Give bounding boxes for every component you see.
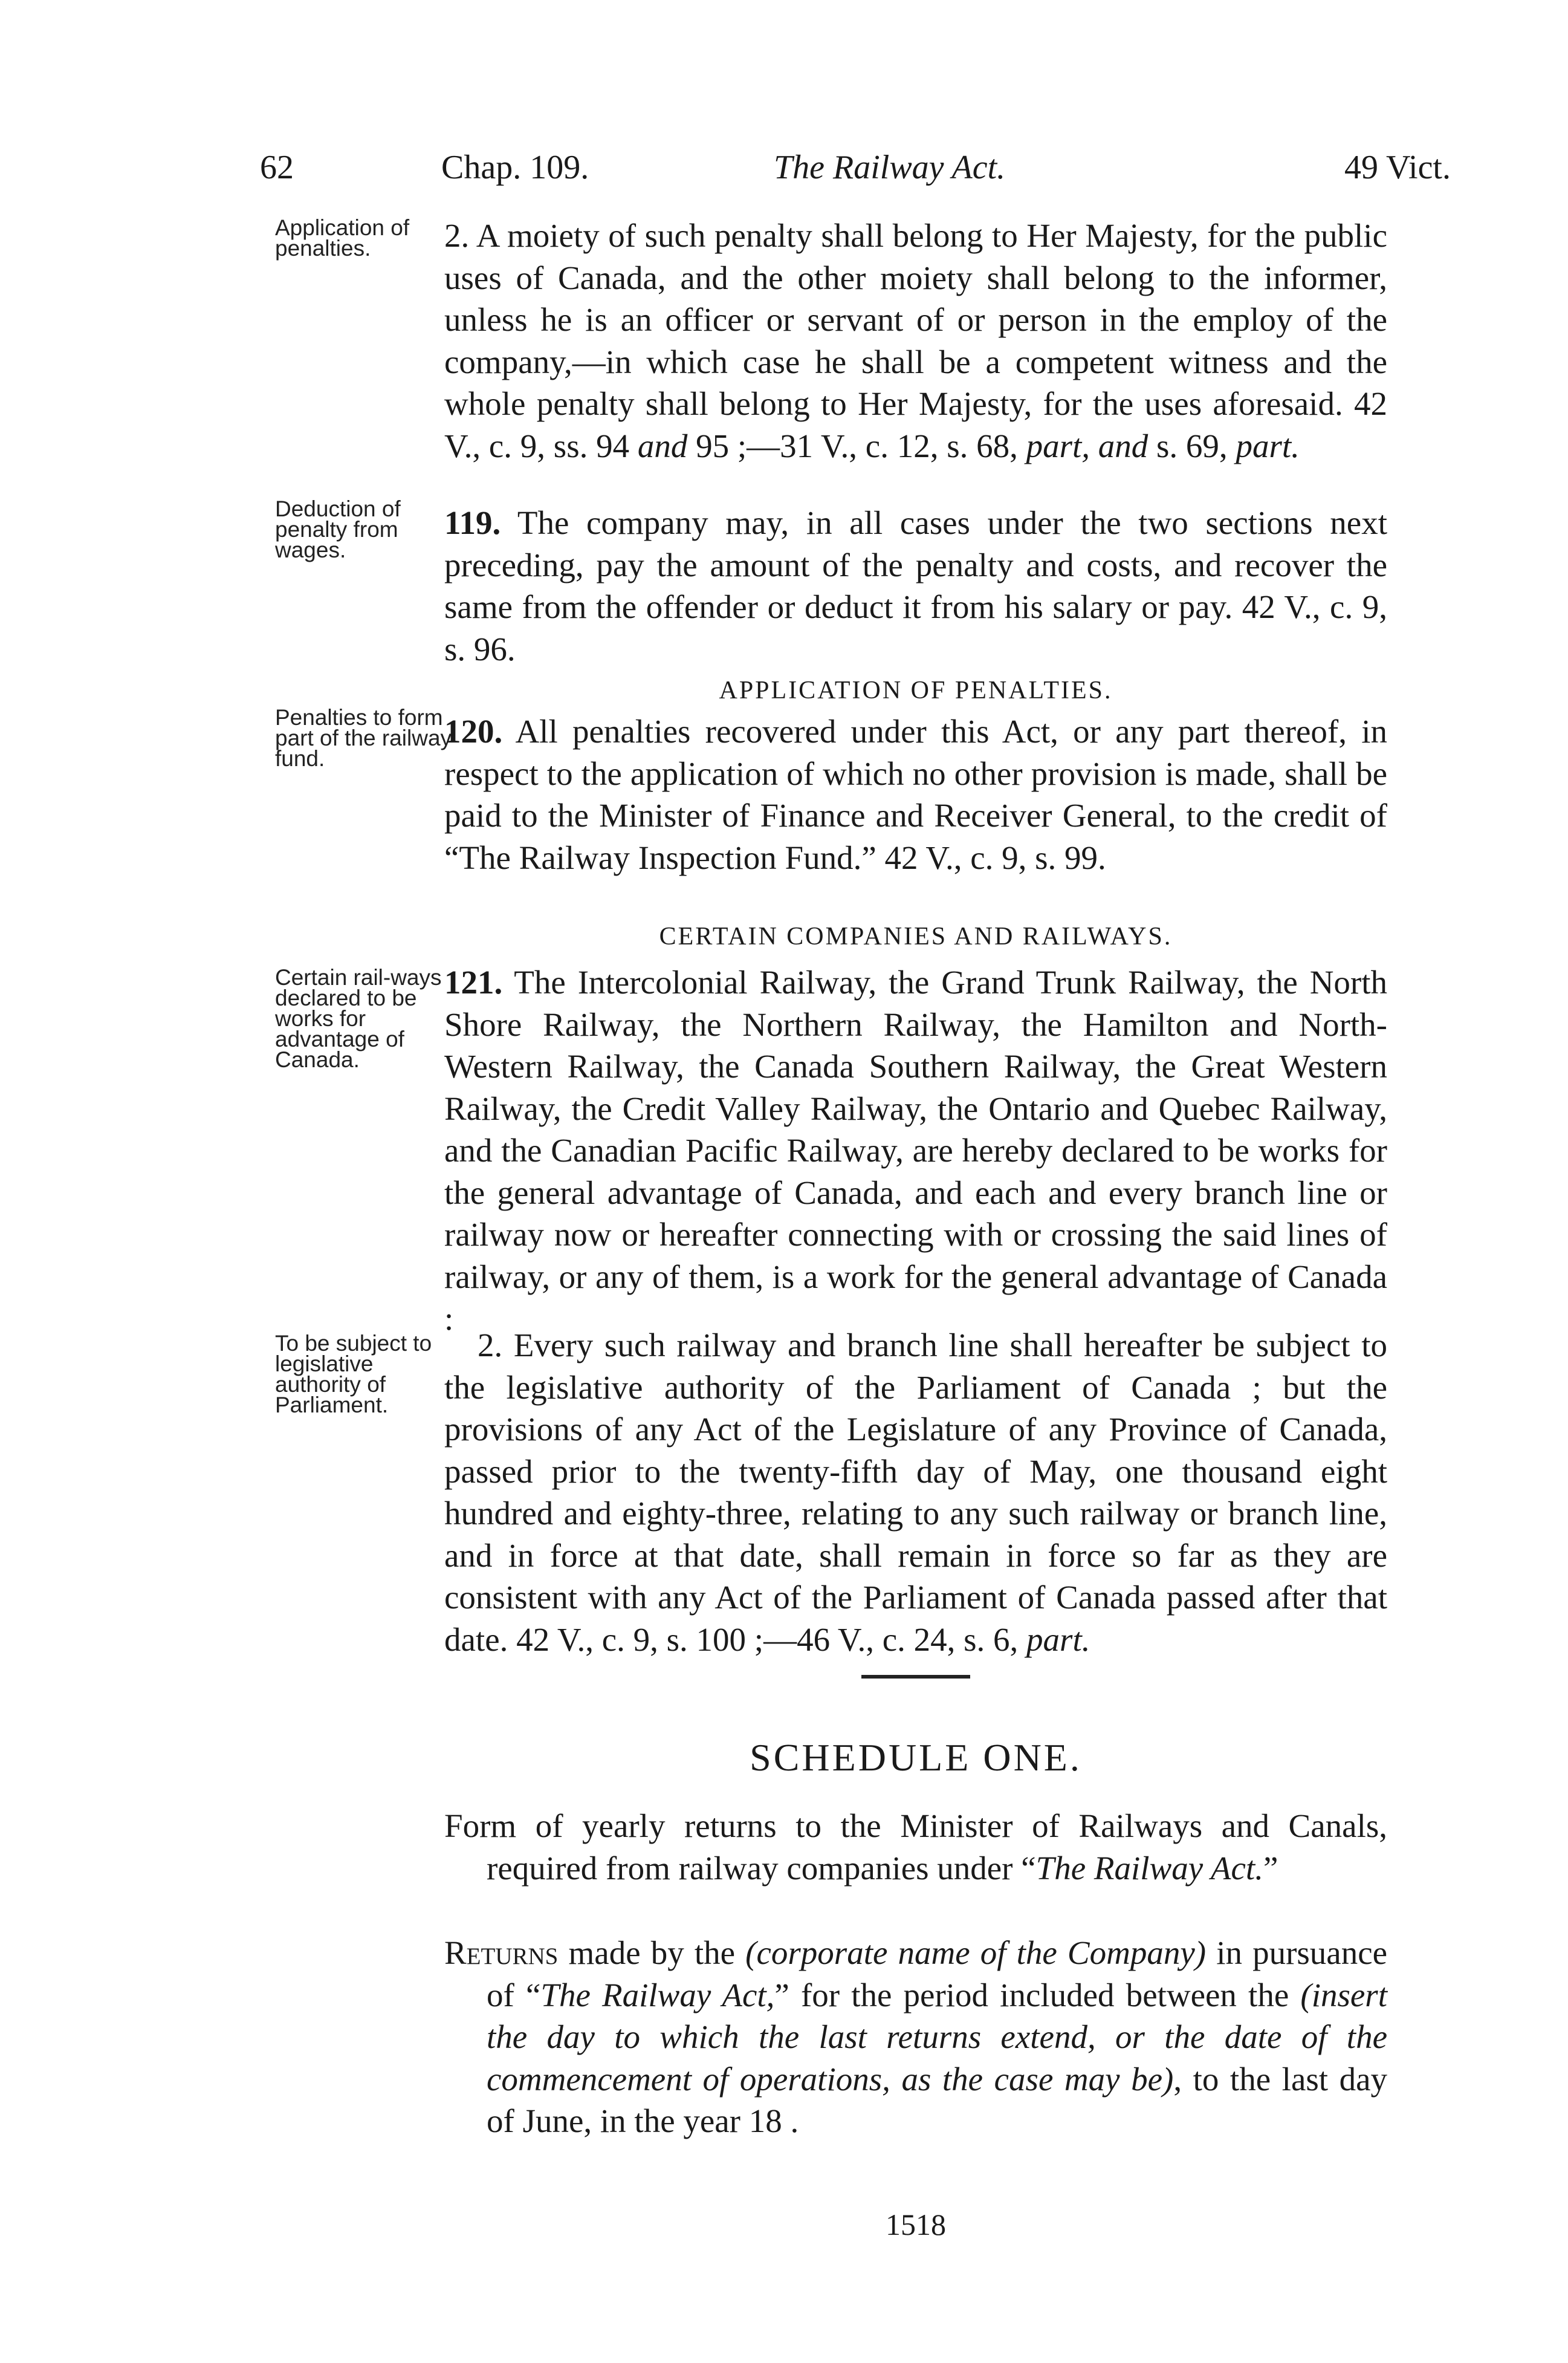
schedule-form-description: Form of yearly returns to the Minister of Railways and Canals, required from railway companies under “The Railway Act.” [444, 1807, 1387, 1887]
regnal-year: 49 Vict. [1344, 149, 1451, 186]
heading-certain-companies: CERTAIN COMPANIES AND RAILWAYS. [659, 923, 1173, 951]
act-title: The Railway Act. [774, 149, 1006, 186]
section-number: 120. [444, 713, 503, 750]
schedule-returns-text: Returns made by the (corporate name of the Company) in pursuance of “The Railway Act,” for the period included between the (insert the day to which the last returns extend, or the date of the commencement of operations, as the case may be), to the last day of June, in the year 18 . [444, 1934, 1388, 2139]
section-118-subsection-2: 2. A moiety of such penalty shall belong to Her Majesty, for the public uses of Canada, and the other moiety shall belong to the informer, unless he is an officer or servant of or person in the employ of the company,—in which case he shall be a competent witness and the whole penalty shall belong to Her Majesty, for the uses aforesaid. 42 V., c. 9, ss. 94 and 95 ;—31 V., c. 12, s. 68, part, and s. 69, part. [444, 217, 1387, 464]
folio-number: 1518 [886, 2208, 946, 2241]
section-number: 121. [444, 964, 503, 1001]
sidenote-railways: Certain rail-ways declared to be works for advantage of Canada. [275, 965, 442, 1072]
heading-application-of-penalties: APPLICATION OF PENALTIES. [719, 677, 1113, 704]
sidenote-deduction: Deduction of penalty from wages. [275, 496, 401, 562]
section-121: 121. The Intercolonial Railway, the Grand Trunk Railway, the North Shore Railway, the Northern Railway, the Hamilton and North-Western Railway, the Canada Southern Railway, the Great Western Railway, the Credit Valley Railway, the Ontario and Quebec Railway, and the Canadian Pacific Railway, are hereby declared to be works for the general advantage of Canada, and each and every branch line or railway now or hereafter connecting with or crossing the said lines of railway, or any of them, is a work for the general advantage of Canada : [444, 964, 1388, 1337]
sidenote-fund: Penalties to form part of the railway fund. [275, 705, 452, 771]
sidenote-application: Application of penalties. [275, 215, 410, 261]
section-divider [861, 1675, 970, 1679]
section-119: 119. The company may, in all cases under the two sections next preceding, pay the amount of the penalty and costs, and recover the same from the offender or deduct it from his salary or pay. 42 V., c. 9, s. 96. [444, 504, 1387, 668]
page-number: 62 [260, 149, 294, 186]
sidenote-subject: To be subject to legislative authority of Parliament. [275, 1331, 432, 1417]
running-header [260, 148, 1451, 197]
schedule-title: SCHEDULE ONE. [750, 1736, 1082, 1779]
chapter-label: Chap. 109. [441, 149, 589, 186]
section-number: 119. [444, 504, 501, 541]
section-121-subsection-2: 2. Every such railway and branch line shall hereafter be subject to the legislative authority of the Parliament of Canada ; but the provisions of any Act of the Legislature of any Province of Canada, passed prior to the twenty-fifth day of May, one thousand eight hundred and eighty-three, relating to any such railway or branch line, and in force at that date, shall remain in force so far as they are consistent with any Act of the Parliament of Canada passed after that date. 42 V., c. 9, s. 100 ;—46 V., c. 24, s. 6, part. [444, 1327, 1387, 1658]
section-120: 120. All penalties recovered under this Act, or any part thereof, in respect to the application of which no other provision is made, shall be paid to the Minister of Finance and Receiver General, to the credit of “The Railway Inspection Fund.” 42 V., c. 9, s. 99. [444, 713, 1387, 876]
